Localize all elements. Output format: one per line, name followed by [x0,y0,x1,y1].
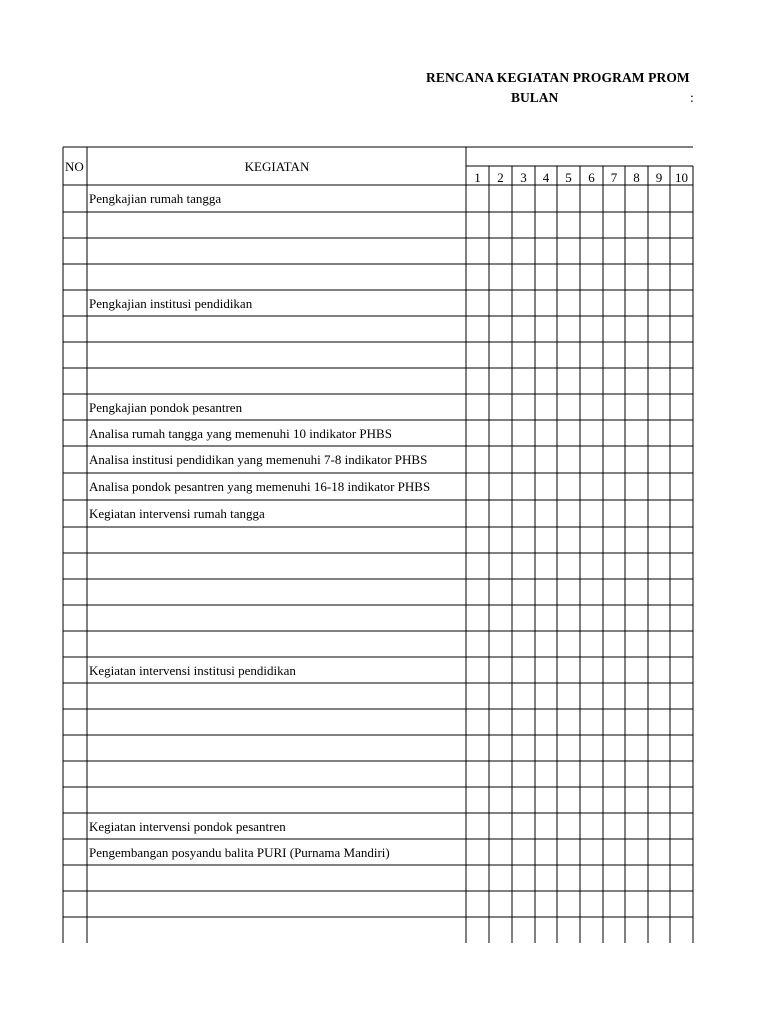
day-header-3: 3 [520,170,527,185]
row-kegiatan-label: Pengkajian rumah tangga [89,191,222,206]
table-row [63,191,693,212]
document-subtitle: BULAN [511,90,559,105]
table-row [63,479,693,500]
day-header-2: 2 [497,170,504,185]
table-row [63,663,693,683]
row-kegiatan-label: Pengembangan posyandu balita PURI (Purnama Mandiri) [89,845,390,860]
day-header-5: 5 [565,170,572,185]
table-row [63,819,693,839]
subtitle-colon: : [690,90,694,105]
header-kegiatan: KEGIATAN [244,159,310,174]
day-header-9: 9 [655,170,663,185]
row-kegiatan-label: Kegiatan intervensi institusi pendidikan [89,663,296,678]
day-header-7: 7 [610,170,618,185]
day-headers [474,170,688,185]
day-header-4: 4 [542,170,550,185]
day-header-10: 10 [675,170,688,185]
row-kegiatan-label: Pengkajian pondok pesantren [89,400,243,415]
row-kegiatan-label: Kegiatan intervensi pondok pesantren [89,819,286,834]
row-kegiatan-label: Pengkajian institusi pendidikan [89,296,253,311]
row-kegiatan-label: Analisa rumah tangga yang memenuhi 10 indikator PHBS [89,426,392,441]
table-row [63,426,693,446]
table-body [63,191,693,917]
day-header-6: 6 [588,170,595,185]
row-kegiatan-label: Analisa pondok pesantren yang memenuhi 16-18 indikator PHBS [89,479,431,494]
document-title: RENCANA KEGIATAN PROGRAM PROM [426,70,690,85]
table-row [63,845,693,865]
row-kegiatan-label: Kegiatan intervensi rumah tangga [89,506,265,521]
row-kegiatan-label: Analisa institusi pendidikan yang memenuhi 7-8 indikator PHBS [89,452,428,467]
day-header-1: 1 [474,170,481,185]
header-no: NO [65,159,84,174]
table-row [63,506,693,527]
table-row [63,452,693,473]
table-row [63,400,693,420]
day-header-8: 8 [633,170,640,185]
table-header [65,159,688,185]
table-row [63,296,693,316]
